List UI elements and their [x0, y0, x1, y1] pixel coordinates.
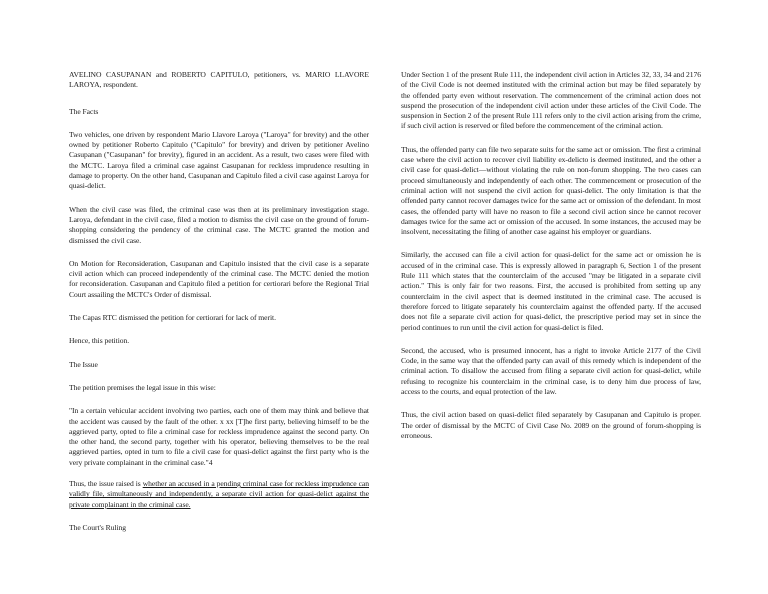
- ruling-paragraph-5: Thus, the civil action based on quasi-delict filed separately by Casupanan and Capitulo is proper. The order of dismissal by the MCTC of Civil Case No. 2089 on the ground of forum-shopping is erroneous.: [401, 410, 701, 440]
- issue-paragraph-1: The petition premises the legal issue in this wise:: [69, 382, 216, 392]
- ruling-heading: The Court's Ruling: [69, 522, 126, 532]
- left-column: [69, 70, 369, 546]
- case-title: AVELINO CASUPANAN and ROBERTO CAPITULO, petitioners, vs. MARIO LLAVORE LAROYA, respondent.: [69, 70, 369, 90]
- right-column: [401, 70, 701, 454]
- facts-paragraph-5: Hence, this petition.: [69, 336, 130, 346]
- issue-underlined-text: whether an accused in a pending criminal case for reckless imprudence can validly file, simultaneously and independently, a separate civil action for quasi-delict against the private complainant in the criminal case.: [69, 479, 369, 509]
- petition-quote: "In a certain vehicular accident involving two parties, each one of them may think and believe that the accident was caused by the fault of the other. x xx [T]he first party, believing himself to be the aggrieved party, opted to file a criminal case for reckless imprudence against the second party. On the other hand, the second party, together with his operator, believing themselves to be the real aggrieved parties, opted in turn to file a civil case for quasi-delict against the first party who is the very private complainant in the criminal case."4: [69, 406, 369, 467]
- ruling-paragraph-1: Under Section 1 of the present Rule 111, the independent civil action in Articles 32, 33, 34 and 2176 of the Civil Code is not deemed instituted with the criminal action but may be filed separately by the offended party even without reservation. The commencement of the criminal action does not suspend the prosecution of the independent civil action under these articles of the Civil Code. The suspension in Section 2 of the present Rule 111 refers only to the civil action arising from the crime, if such civil action is reserved or filed before the commencement of the criminal action.: [401, 70, 701, 131]
- facts-paragraph-4: The Capas RTC dismissed the petition for certiorari for lack of merit.: [69, 313, 276, 323]
- ruling-paragraph-3: Similarly, the accused can file a civil action for quasi-delict for the same act or omission he is accused of in the criminal case. This is expressly allowed in paragraph 6, Section 1 of the present Rule 111 which states that the counterclaim of the accused "may be litigated in a separate civil action." This is only fair for two reasons. First, the accused is prohibited from setting up any counterclaim in the civil aspect that is deemed instituted in the criminal case. The accused is therefore forced to litigate separately his counterclaim against the offended party. If the accused does not file a separate civil action for quasi-delict, the prescriptive period may set in since the period continues to run until the civil action for quasi-delict is filed.: [401, 250, 701, 332]
- issue-prefix: Thus, the issue raised is: [69, 479, 143, 489]
- facts-heading: The Facts: [69, 106, 99, 116]
- issue-heading: The Issue: [69, 359, 98, 369]
- facts-paragraph-2: When the civil case was filed, the criminal case was then at its preliminary investigation stage. Laroya, defendant in the civil case, filed a motion to dismiss the civil case on the ground of forum-shopping considering the pendency of the criminal case. The MCTC granted the motion and dismissed the civil case.: [69, 204, 369, 245]
- ruling-paragraph-2: Thus, the offended party can file two separate suits for the same act or omission. The first a criminal case where the civil action to recover civil liability ex-delicto is deemed instituted, and the other a civil case for quasi-delict—without violating the rule on non-forum shopping. The two cases can proceed simultaneously and independently of each other. The commencement or prosecution of the criminal action will not suspend the civil action for quasi-delict. The only limitation is that the offended party cannot recover damages twice for the same act or omission of the defendant. In most cases, the offended party will have no reason to file a second civil action since he cannot recover damages twice for the same act or omission of the accused. In some instances, the accused may be insolvent, necessitating the filing of another case against his employer or guardians.: [401, 144, 701, 237]
- issue-paragraph-2: [69, 479, 369, 510]
- facts-paragraph-1: Two vehicles, one driven by respondent Mario Llavore Laroya ("Laroya" for brevity) and the other owned by petitioner Roberto Capitulo ("Capitulo" for brevity) and driven by petitioner Avelino Casupanan ("Casupanan" for brevity), figured in an accident. As a result, two cases were filed with the MCTC. Laroya filed a criminal case against Casupanan for reckless imprudence resulting in damage to property. On the other hand, Casupanan and Capitulo filed a civil case against Laroya for quasi-delict.: [69, 129, 369, 191]
- ruling-paragraph-4: Second, the accused, who is presumed innocent, has a right to invoke Article 2177 of the Civil Code, in the same way that the offended party can avail of this remedy which is independent of the criminal action. To disallow the accused from filing a separate civil action for quasi-delict, while refusing to recognize his counterclaim in the criminal case, is to deny him due process of law, access to the courts, and equal protection of the law.: [401, 345, 701, 397]
- facts-paragraph-3: On Motion for Reconsideration, Casupanan and Capitulo insisted that the civil case is a separate civil action which can proceed independently of the criminal case. The MCTC denied the motion for reconsideration. Casupanan and Capitulo filed a petition for certiorari before the Regional Trial Court assailing the MCTC's Order of dismissal.: [69, 258, 369, 299]
